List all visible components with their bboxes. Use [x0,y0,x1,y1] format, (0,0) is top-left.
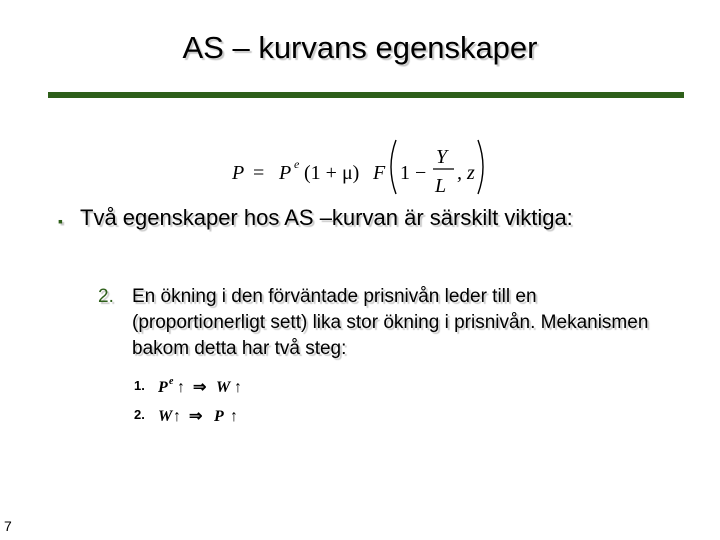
formula-one-minus: 1 − [400,162,427,184]
formula-left-paren [391,140,396,194]
step-2-label: 2. [134,407,145,422]
mechanism-step-2 [134,403,294,427]
step-1-from-sup: e [169,376,174,387]
formula-p-expected: P [279,162,292,184]
step-1-to: W [216,379,231,396]
numbered-item-number: 2. [98,286,114,307]
formula-y: Y [436,146,448,168]
step-2-up-arrow: ↑ [173,408,181,425]
formula-z: , z [457,162,475,184]
title-divider [48,92,684,98]
step-2-expression [156,403,286,427]
step-2-from: W [158,408,173,425]
numbered-item [98,284,668,362]
step-2-implies: ⇒ [189,408,203,425]
as-curve-formula [228,136,508,198]
numbered-item-text: En ökning i den förväntade prisnivån leder till en (proportionerligt sett) lika stor ökning i prisnivån. Mekanismen bakom detta har två steg: [132,286,649,359]
step-1-expression [156,374,286,398]
formula-right-paren [478,140,483,194]
step-1-up-arrow: ↑ [177,379,185,396]
formula-l: L [435,175,447,197]
mechanism-step-1 [134,374,294,398]
step-1-from: P [158,379,168,396]
step-1-implies: ⇒ [193,379,207,396]
formula-f: F [373,162,386,184]
formula-e-superscript: e [294,157,300,171]
step-1-to-arrow: ↑ [234,379,242,396]
formula-equals: = [253,162,265,184]
main-bullet-text: Två egenskaper hos AS –kurvan är särskilt viktiga: [80,205,573,230]
step-2-to-arrow: ↑ [230,408,238,425]
main-bullet [58,205,658,230]
bullet-square-icon: ▪ [58,213,63,229]
step-2-to: P [214,408,224,425]
slide-title: AS – kurvans egenskaper [182,30,538,65]
page-number: 7 [4,518,12,534]
formula-one-plus-mu: (1 + μ) [304,162,360,184]
step-1-label: 1. [134,378,145,393]
formula-p: P [232,162,245,184]
